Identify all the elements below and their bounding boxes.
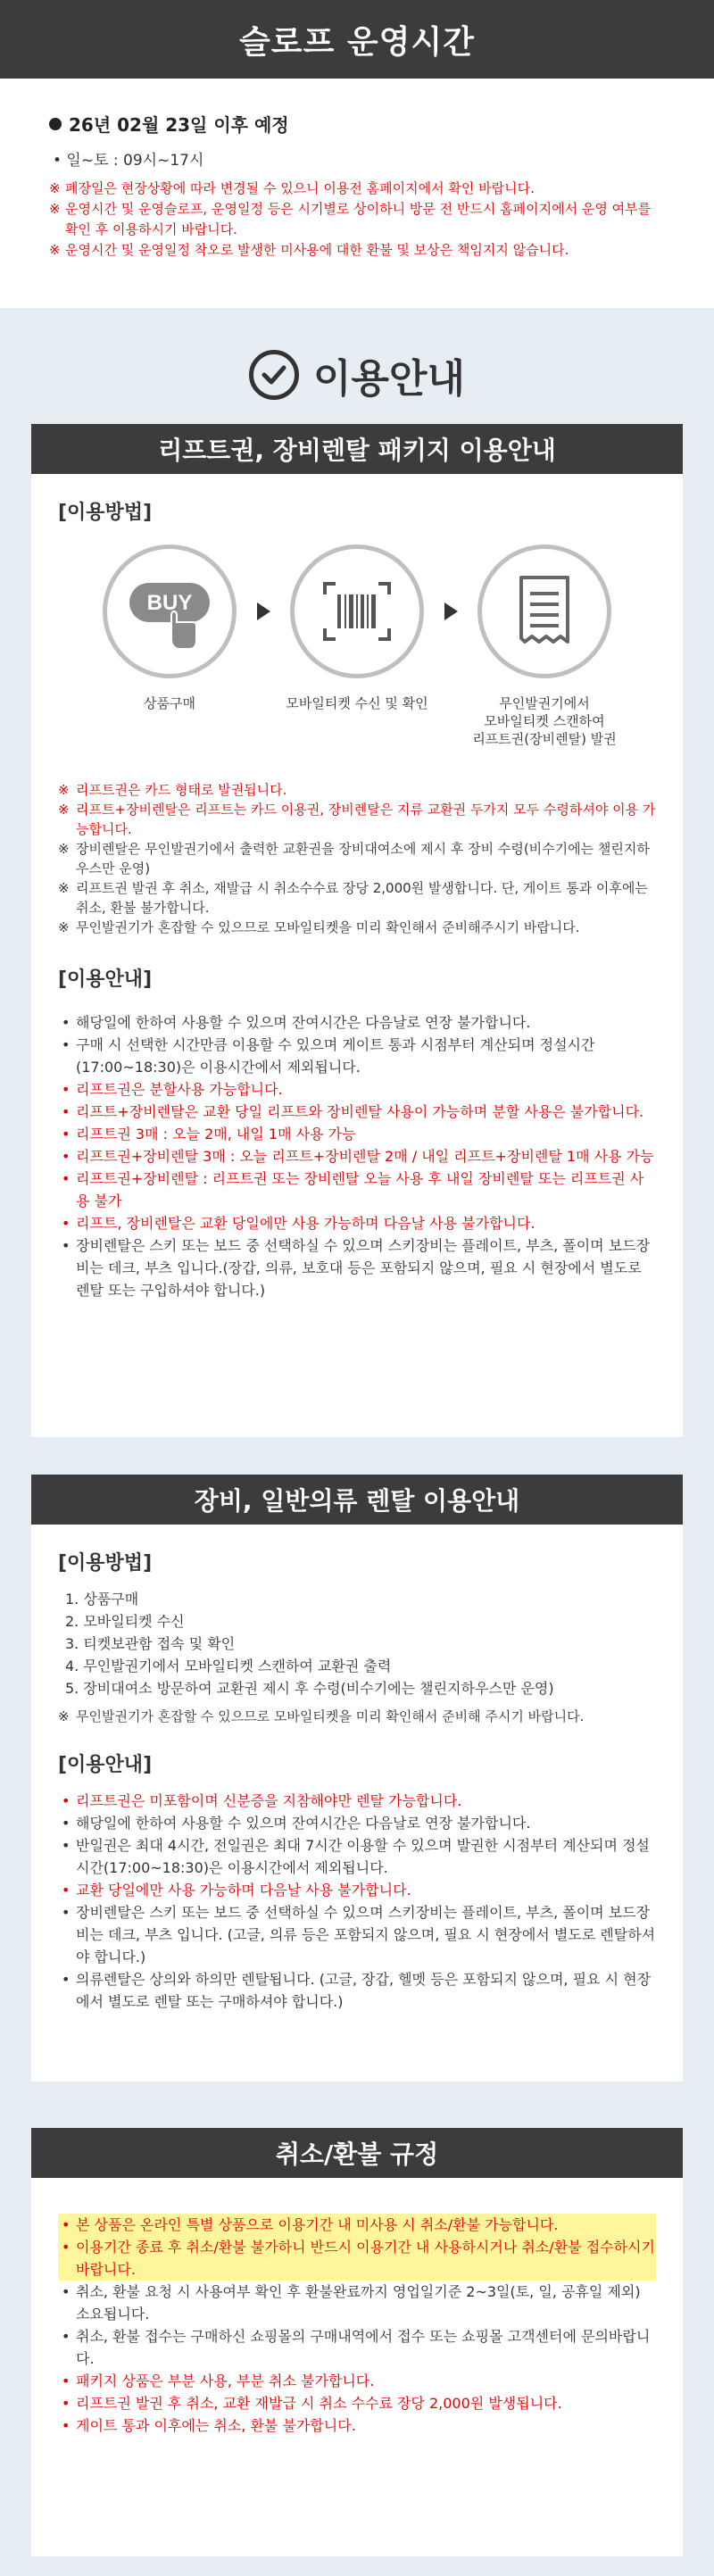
rental-info-item: • 의류렌탈은 상의와 하의만 렌탈됩니다. (고글, 장갑, 헬멧 등은 포함되지 않으며, 필요 시 현장에서 별도로 렌탈 또는 구매하셔야 합니다.) (58, 1968, 656, 2013)
refund-item: • 이용기간 종료 후 취소/환불 불가하니 반드시 이용기간 내 사용하시거나 취소/환불 접수하시기 바랍니다. (58, 2236, 656, 2281)
package-info-item: • 해당일에 한하여 사용할 수 있으며 잔여시간은 다음날로 연장 불가합니다. (58, 1011, 656, 1034)
rental-info-item: • 교환 당일에만 사용 가능하며 다음날 사용 불가합니다. (58, 1879, 656, 1901)
rental-info-item: • 장비렌탈은 스키 또는 보드 중 선택하실 수 있으며 스키장비는 플레이트, 부츠, 폴이며 보드장비는 데크, 부츠 입니다. (고글, 의류 등은 포함되지 않으며, 필요 시 현장에서 별도로 렌탈하셔야 합니다.) (58, 1901, 656, 1968)
package-steps (58, 544, 656, 748)
package-info-item: • 리프트권+장비렌탈 : 리프트권 또는 장비렌탈 오늘 사용 후 내일 장비렌탈 또는 리프트권 사용 불가 (58, 1168, 656, 1212)
refund-card (31, 2128, 683, 2556)
package-info-item: • 장비렌탈은 스키 또는 보드 중 선택하실 수 있으며 스키장비는 플레이트, 부츠, 폴이며 보드장비는 데크, 부츠 입니다.(장갑, 의류, 보호대 등은 포함되지 않으며, 필요 시 현장에서 별도로 렌탈 또는 구입하셔야 합니다.) (58, 1234, 656, 1301)
slope-hours-section (0, 0, 714, 308)
step-label: 모바일티켓 수신 및 확인 (286, 695, 428, 711)
package-info-item: • 리프트권+장비렌탈 3매 : 오늘 리프트+장비렌탈 2매 / 내일 리프트+장비렌탈 1매 사용 가능 (58, 1145, 656, 1168)
package-note: ※ 리프트권은 카드 형태로 발권됩니다. (58, 780, 656, 800)
rental-header: 장비, 일반의류 렌탈 이용안내 (31, 1475, 683, 1525)
slope-notes (49, 179, 665, 261)
buy-badge-text: BUY (146, 591, 193, 615)
step-mobile-ticket (272, 544, 442, 712)
slope-hours-title: 슬로프 운영시간 (0, 0, 714, 79)
refund-item: • 패키지 상품은 부분 사용, 부분 취소 불가합니다. (58, 2370, 656, 2392)
barcode-icon (290, 544, 424, 678)
refund-list (58, 2214, 656, 2437)
rental-step: 2. 모바일티켓 수신 (65, 1613, 185, 1630)
rental-info-title: [이용안내] (58, 1754, 153, 1776)
arrow-right-icon (257, 602, 270, 620)
package-method-title: [이용방법] (58, 502, 153, 524)
buy-icon (103, 544, 237, 678)
slope-date-line (49, 111, 665, 137)
arrow-right-icon (444, 602, 458, 620)
package-note: ※ 장비렌탈은 무인발권기에서 출력한 교환권을 장비대여소에 제시 후 장비 수령(비수기에는 챌린지하우스만 운영) (58, 839, 656, 878)
package-notes (58, 780, 656, 937)
slope-hours-text: • 일~토 : 09시~17시 (53, 152, 204, 170)
receipt-icon (477, 544, 611, 678)
package-info-title: [이용안내] (58, 968, 153, 991)
rental-note: ※ 무인발권기가 혼잡할 수 있으므로 모바일티켓을 미리 확인해서 준비해 주시기 바랍니다. (58, 1707, 656, 1726)
refund-header: 취소/환불 규정 (31, 2128, 683, 2178)
package-info-item: • 리프트, 장비렌탈은 교환 당일에만 사용 가능하며 다음날 사용 불가합니다. (58, 1212, 656, 1234)
step-kiosk (460, 544, 629, 748)
step-label: 상품구매 (144, 695, 195, 711)
package-note: ※ 리프트권 발권 후 취소, 재발급 시 취소수수료 장당 2,000원 발생합니다. 단, 게이트 통과 이후에는 취소, 환불 불가합니다. (58, 878, 656, 918)
slope-note: ※ 운영시간 및 운영일정 착오로 발생한 미사용에 대한 환불 및 보상은 책임지지 않습니다. (49, 240, 665, 261)
package-info-item: • 구매 시 선택한 시간만큼 이용할 수 있으며 게이트 통과 시점부터 계산되며 정설시간(17:00~18:30)은 이용시간에서 제외됩니다. (58, 1034, 656, 1078)
refund-item: • 게이트 통과 이후에는 취소, 환불 불가합니다. (58, 2414, 656, 2437)
rental-step: 4. 무인발권기에서 모바일티켓 스캔하여 교환권 출력 (65, 1658, 392, 1674)
rental-info-item: • 해당일에 한하여 사용할 수 있으며 잔여시간은 다음날로 연장 불가합니다. (58, 1812, 656, 1834)
package-note: ※ 무인발권기가 혼잡할 수 있으므로 모바일티켓을 미리 확인해서 준비해주시기 바랍니다. (58, 918, 656, 937)
package-info-item: • 리프트+장비렌탈은 교환 당일 리프트와 장비렌탈 사용이 가능하며 분할 사용은 불가합니다. (58, 1101, 656, 1123)
check-circle-icon (249, 350, 299, 400)
package-info-item: • 리프트권 3매 : 오늘 2매, 내일 1매 사용 가능 (58, 1123, 656, 1145)
slope-note: ※ 운영시간 및 운영슬로프, 운영일정 등은 시기별로 상이하니 방문 전 반드시 홈페이지에서 운영 여부를 확인 후 이용하시기 바랍니다. (49, 199, 665, 240)
guide-title-row (0, 308, 714, 424)
rental-steps (58, 1588, 656, 1699)
slope-note: ※ 폐장일은 현장상황에 따라 변경될 수 있으니 이용전 홈페이지에서 확인 바랍니다. (49, 179, 665, 199)
rental-card (31, 1475, 683, 2082)
step-label: 무인발권기에서 모바일티켓 스캔하여 리프트권(장비렌탈) 발권 (472, 695, 617, 747)
rental-info-item: • 반일권은 최대 4시간, 전일권은 최대 7시간 이용할 수 있으며 발권한 시점부터 계산되며 정설시간(17:00~18:30)은 이용시간에서 제외됩니다. (58, 1834, 656, 1879)
slope-date: 26년 02월 23일 이후 예정 (69, 114, 289, 136)
rental-info-list (58, 1790, 656, 2013)
guide-title: 이용안내 (312, 356, 465, 402)
refund-item: • 취소, 환불 요청 시 사용여부 확인 후 환불완료까지 영업일기준 2~3일(토, 일, 공휴일 제외) 소요됩니다. (58, 2281, 656, 2325)
bullet-dot-icon (49, 118, 62, 130)
package-info-list (58, 1011, 656, 1301)
rental-info-item: • 리프트권은 미포함이며 신분증을 지참해야만 렌탈 가능합니다. (58, 1790, 656, 1812)
package-header: 리프트권, 장비렌탈 패키지 이용안내 (31, 424, 683, 474)
rental-step: 5. 장비대여소 방문하여 교환권 제시 후 수령(비수기에는 챌린지하우스만 운영) (65, 1680, 554, 1697)
package-info-item: • 리프트권은 분할사용 가능합니다. (58, 1078, 656, 1101)
package-note: ※ 리프트+장비렌탈은 리프트는 카드 이용권, 장비렌탈은 지류 교환권 두가지 모두 수령하셔야 이용 가능합니다. (58, 800, 656, 839)
rental-step: 1. 상품구매 (65, 1591, 139, 1608)
refund-item: • 취소, 환불 접수는 구매하신 쇼핑몰의 구매내역에서 접수 또는 쇼핑몰 고객센터에 문의바랍니다. (58, 2325, 656, 2370)
refund-item: • 본 상품은 온라인 특별 상품으로 이용기간 내 미사용 시 취소/환불 가능합니다. (58, 2214, 656, 2236)
rental-method-title: [이용방법] (58, 1552, 153, 1575)
package-card (31, 424, 683, 1437)
rental-step: 3. 티켓보관함 접속 및 확인 (65, 1635, 236, 1652)
rental-notes (58, 1707, 656, 1726)
step-buy (85, 544, 254, 712)
refund-item: • 리프트권 발권 후 취소, 교환 재발급 시 취소 수수료 장당 2,000원 발생됩니다. (58, 2392, 656, 2414)
